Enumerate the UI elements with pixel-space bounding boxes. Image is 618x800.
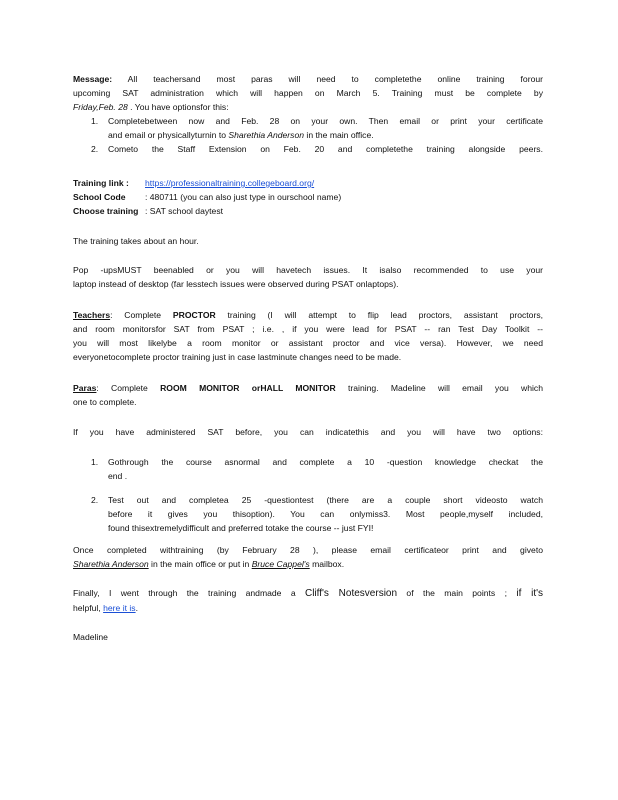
message-line-3: . You have optionsfor this:: [130, 102, 229, 112]
contact-name: Sharethia Anderson: [228, 130, 305, 140]
message-line-2: upcoming SAT administration which will happen on March 5. Training must be complete by: [73, 88, 543, 98]
teachers-label: Teachers: [73, 310, 111, 320]
training-info: [73, 176, 543, 218]
admin-option-2: 2. Test out and completea 25 -questiontest (there are a couple short videosto watch before it gives you thisoption). You can onlymiss3. Most people,myself included, found thisextremelydifficult and preferred totake the course -- just FYI!: [91, 495, 543, 533]
duration-text: The training takes about an hour.: [73, 236, 199, 246]
training-link-label: Training link :: [73, 178, 129, 188]
paras-section: Paras: Complete ROOM MONITOR orHALL MONITOR training. Madeline will email you which one to complete.: [73, 383, 543, 407]
message-section: [73, 72, 543, 156]
administered-text: If you have administered SAT before, you can indicatethis and you will have two options:: [73, 427, 543, 437]
cliffs-notes-link[interactable]: here it is: [103, 603, 136, 613]
admin-option-1: 1. Gothrough the course asnormal and complete a 10 -question knowledge checkat the end .: [91, 457, 543, 481]
finally-section: Finally, I went through the training andmade a Cliff's Notesversion of the main points ; if it's helpful, here it is.: [73, 588, 544, 613]
training-link[interactable]: https://professionaltraining.collegeboard.org/: [145, 178, 315, 188]
paras-label: Paras: [73, 383, 97, 393]
admin-options: [73, 455, 543, 535]
school-code-label: School Code: [73, 192, 126, 202]
choose-training-label: Choose training: [73, 206, 139, 216]
school-code-value: : 480711 (you can also just type in ourschool name): [145, 192, 342, 202]
due-date: Friday,Feb. 28: [73, 102, 128, 112]
popups-section: Pop -upsMUST beenabled or you will havetech issues. It isalso recommended to use your laptop instead of desktop (far lesstech issues were observed during PSAT onlaptops).: [73, 265, 543, 289]
once-completed-section: Once completed withtraining (by February 28 ), please email certificateor print and giveto Sharethia Anderson in the main office or put in Bruce Cappel's mailbox.: [73, 545, 543, 569]
choose-training-value: : SAT school daytest: [145, 206, 224, 216]
message-label: Message:: [73, 74, 113, 84]
teachers-section: Teachers: Complete PROCTOR training (I will attempt to flip lead proctors, assistant proctors, and room monitorsfor SAT from PSAT ; i.e. , if you were lead for PSAT -- ran Test Day Toolkit -- you will most likelybe a room monitor or assistant proctor and vice versa). However, we need everyonetocomplete proctor training just in case lastminute changes need to be made.: [73, 310, 544, 362]
option-2: 2. Cometo the Staff Extension on Feb. 20 and completethe training alongside peers.: [91, 144, 543, 154]
office-contact-name: Sharethia Anderson: [73, 559, 149, 569]
signature: Madeline: [73, 632, 108, 642]
message-line-1: All teachersand most paras will need to completethe online training forour: [127, 74, 543, 84]
mailbox-name: Bruce Cappel's: [251, 559, 310, 569]
cliffs-notes-title: Cliff's Notesversion: [304, 588, 398, 599]
option-1: 1. Completebetween now and Feb. 28 on your own. Then email or print your certificate and email or physicallyturnin to Sharethia Anderson in the main office.: [91, 116, 543, 140]
